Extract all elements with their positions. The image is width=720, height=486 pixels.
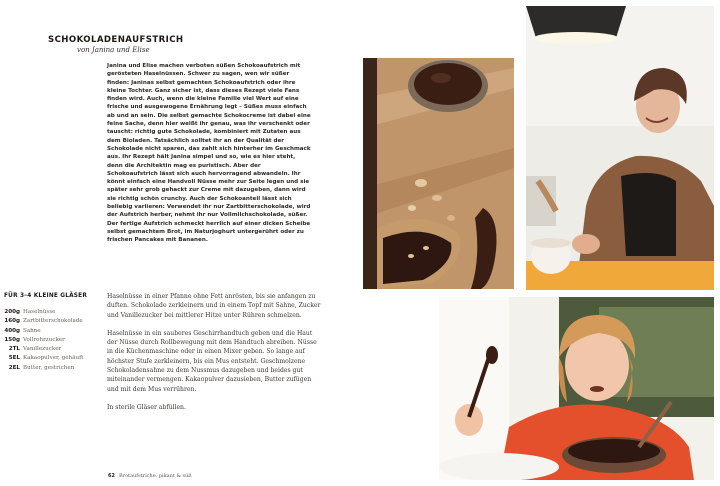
ingredient-quantity: 5EL bbox=[8, 355, 20, 362]
method-step: In sterile Gläser abfüllen. bbox=[107, 403, 186, 411]
photo-woman bbox=[526, 6, 714, 290]
ingredient-quantity: 400g bbox=[4, 327, 20, 334]
ingredient-name: Zartbitterschokolade bbox=[23, 318, 83, 325]
ingredient-name: Vanillezucker bbox=[23, 346, 62, 353]
ingredient-quantity: 200g bbox=[4, 309, 20, 315]
ingredient-name: Sahne bbox=[23, 327, 41, 334]
recipe-subtitle: von Janina und Elise bbox=[77, 46, 150, 54]
method-text bbox=[107, 292, 322, 421]
recipe-title: SCHOKOLADENAUFSTRICH bbox=[48, 35, 184, 45]
ingredient-name: Butter, gestrichen bbox=[23, 364, 75, 371]
ingredient-quantity: 2TL bbox=[8, 346, 20, 353]
page-footer bbox=[108, 473, 192, 479]
page-number: 62 bbox=[108, 473, 115, 479]
ingredients-heading: FÜR 3–4 KLEINE GLÄSER bbox=[4, 293, 88, 299]
ingredients-list bbox=[2, 308, 102, 373]
ingredient-row bbox=[2, 345, 102, 354]
woman-image bbox=[526, 6, 714, 290]
ingredient-row bbox=[2, 308, 102, 317]
ingredient-row bbox=[2, 354, 102, 363]
ingredient-quantity: 160g bbox=[4, 318, 20, 325]
ingredient-name: Kakaopulver, gehäuft bbox=[23, 355, 84, 362]
ingredient-row bbox=[2, 336, 102, 345]
ingredient-quantity: 2EL bbox=[8, 364, 20, 371]
child-image bbox=[439, 297, 714, 480]
ingredient-name: Vollrohrzucker bbox=[23, 336, 65, 343]
method-step: Haselnüsse in einer Pfanne ohne Fett anrösten, bis sie anfangen zu duften. Schokolade zerkleinern und in einem Topf mit Sahne, Zucker und Vanillezucker bei mittlerer Hitze unter Rühren schmelzen. bbox=[107, 293, 321, 319]
section-name: Brotaufstriche, pikant & süß bbox=[118, 473, 192, 479]
intro-paragraph: Janina und Elise machen verboten süßen Schokoaufstrich mit gerösteten Haselnüssen. Schwer zu sagen, wen wir süßer finden: Janinas selbst gemachten Schokoaufstrich oder ihre kleine Tochter. Ganz sicher ist, dass dieses Rezept viele Fans finden wird. Auch, wenn die kleine Familie viel Wert auf eine frische und ausgewogene Ernährung legt – Süßes muss einfach ab und an sein. Die selbst gemachte Schokocreme ist dabei eine feine Sache, denn hier weißt ihr genau, was ihr verschenkt oder tauscht: richtig gute Schokolade, kombiniert mit Zutaten aus dem Bioladen. Tatsächlich solltet ihr an der Qualität der Schokolade nicht sparen, das zahlt sich hinterher im Geschmack aus. Ihr Rezept hält Janina simpel und so, wie es hier steht, denn die Architektin mag es puristisch. Aber der Schokoaufstrich lässt sich auch hervorragend abwandeln. Ihr könnt einfach eine Handvoll Nüsse mehr zur Seite legen und sie später sehr grob gehackt zur Creme mit dazugeben, dann wird sie richtig schön crunchy. Auch der Schokoanteil lässt sich beliebig variieren: Verwendet ihr nur Zartbitterschokolade, wird der Aufstrich herber, nehmt ihr nur Vollmilchschokolade, süßer. Der fertige Aufstrich schmeckt herrlich auf einer dicken Scheibe selbst gemachtem Brot, im Naturjoghurt untergerührt oder zu frischen Pancakes mit Bananen. bbox=[107, 63, 311, 244]
ingredient-row bbox=[2, 364, 102, 373]
photo-chocolate-jar bbox=[363, 58, 514, 289]
ingredient-name: Haselnüsse bbox=[23, 309, 56, 315]
chocolate-jar-image bbox=[363, 58, 514, 289]
photo-child bbox=[439, 297, 714, 480]
ingredient-row bbox=[2, 317, 102, 326]
method-step: Haselnüsse in ein sauberes Geschirrhandtuch geben und die Haut der Nüsse durch Rollbewegung mit dem Handtuch abreiben. Nüsse in die Küchenmaschine oder in einen Mixer geben. So lange auf höchster Stufe zerkleinern, bis ein Mus entsteht. Geschmolzene Schokoladensahne zu dem Nussmus dazugeben und beides gut miteinander vermengen. Kakaopulver dazusieben, Butter zufügen und mit dem Mus verrühren. bbox=[107, 329, 317, 393]
ingredient-row bbox=[2, 327, 102, 336]
ingredient-quantity: 150g bbox=[4, 336, 20, 343]
